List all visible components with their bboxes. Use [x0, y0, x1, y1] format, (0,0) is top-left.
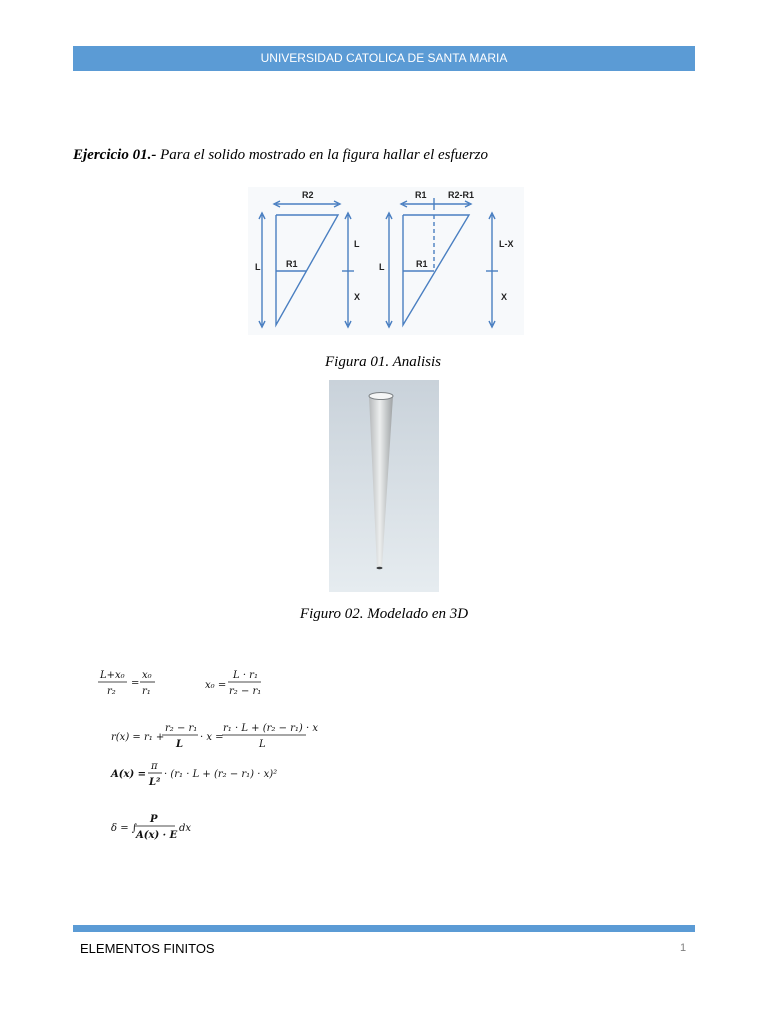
label-r1-left: R1 [286, 259, 298, 269]
eq1-num-right: x₀ [142, 670, 152, 681]
eq3-den: L [176, 739, 184, 750]
label-x-left: X [354, 292, 361, 302]
label-r2-r1: R2-R1 [448, 190, 475, 200]
eq2-den: r₂ − r₁ [229, 686, 262, 697]
eq5-num: P [150, 814, 158, 825]
label-l-left: L [255, 262, 261, 272]
label-r1-top: R1 [415, 190, 427, 200]
label-l-right: L [354, 239, 360, 249]
eq2-num: L · r₁ [233, 670, 258, 681]
label-r2: R2 [302, 190, 314, 200]
eq4-rhs: · (r₁ · L + (r₂ − r₁) · x)² [164, 769, 278, 780]
label-l-minus-x: L-X [499, 239, 514, 249]
eq1-den-right: r₁ [142, 686, 151, 697]
eq1-num-left: L+x₀ [100, 670, 125, 681]
footer-bar [73, 925, 695, 932]
eq5-rhs: dx [179, 823, 192, 834]
eq5-lhs: δ = ∫ [111, 823, 137, 834]
figure2-caption: Figuro 02. Modelado en 3D [299, 606, 469, 622]
exercise-label: Ejercicio 01.- [73, 147, 157, 163]
eq3-mid: · x = [200, 732, 224, 743]
page-number: 1 [680, 942, 687, 954]
label-l-right-fig: L [379, 262, 385, 272]
equations-block [95, 660, 395, 860]
eq2-lhs: x₀ = [205, 680, 227, 691]
svg-text:=: = [131, 678, 140, 689]
label-x-right: X [501, 292, 508, 302]
eq4-den: L² [149, 777, 161, 788]
exercise-statement [73, 147, 488, 164]
exercise-text: Para el solido mostrado en la figura hallar el esfuerzo [156, 147, 488, 163]
eq3-num2: r₁ · L + (r₂ − r₁) · x [223, 723, 318, 734]
eq3-den2: L [259, 739, 266, 750]
analysis-figure [248, 187, 524, 335]
eq3-num: r₂ − r₁ [165, 723, 198, 734]
page-header: UNIVERSIDAD CATOLICA DE SANTA MARIA [73, 46, 695, 71]
figure1-caption: Figura 01. Analisis [325, 354, 441, 370]
eq5-den: A(x) · E [136, 830, 178, 841]
eq4-lhs: A(x) = [111, 769, 147, 780]
eq4-num: π [151, 761, 158, 772]
footer-title: ELEMENTOS FINITOS [80, 941, 215, 956]
eq3-lhs: r(x) = r₁ + [111, 732, 165, 743]
cone-3d-model [329, 380, 439, 592]
label-r1-right: R1 [416, 259, 428, 269]
eq1-den-left: r₂ [107, 686, 116, 697]
